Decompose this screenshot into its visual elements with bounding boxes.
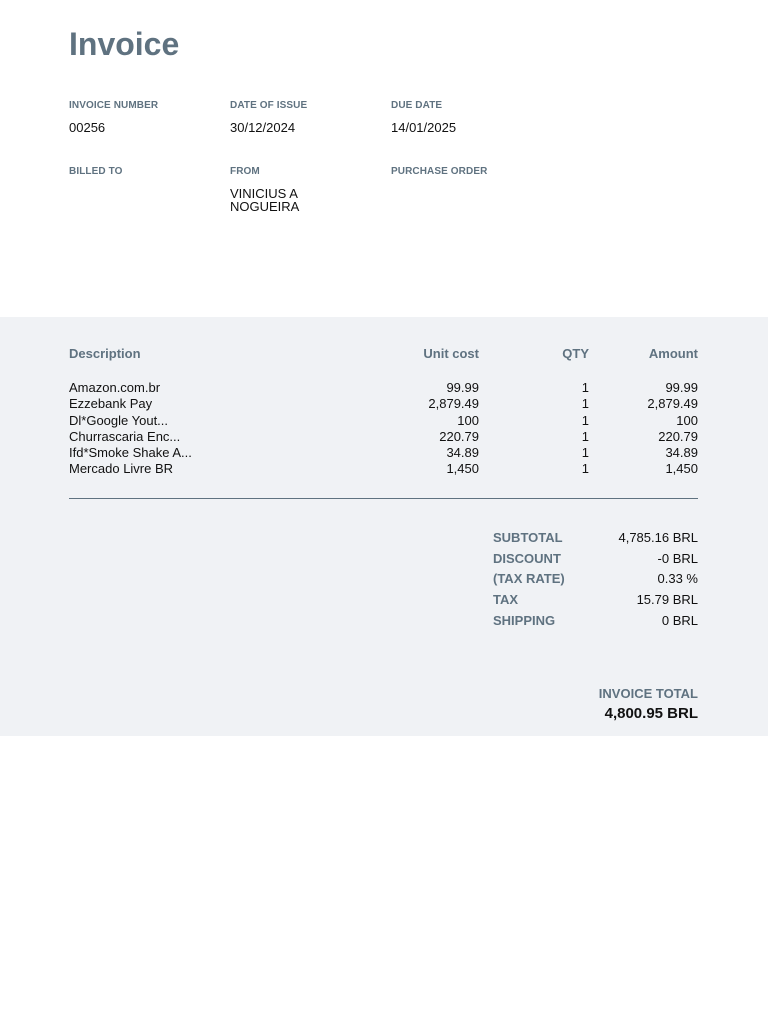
row-qty: 1 <box>581 396 589 412</box>
discount-label: DISCOUNT <box>493 551 561 566</box>
tax-row <box>493 591 698 609</box>
row-amount: 1,450 <box>665 461 698 477</box>
invoice-number-label: INVOICE NUMBER <box>69 100 159 111</box>
row-unit-cost: 34.89 <box>446 445 479 461</box>
row-amount: 99.99 <box>665 380 698 395</box>
table-row <box>69 413 698 429</box>
col-header-unit-cost: Unit cost <box>423 346 479 361</box>
due-date-label: DUE DATE <box>391 100 443 111</box>
table-row <box>69 429 698 445</box>
invoice-number-value: 00256 <box>69 120 106 135</box>
line-items-panel <box>0 317 768 736</box>
shipping-label: SHIPPING <box>493 613 556 628</box>
row-qty: 1 <box>581 445 589 461</box>
row-unit-cost: 220.79 <box>439 428 479 444</box>
tax-rate-row <box>493 570 698 588</box>
line-items <box>69 380 698 478</box>
from-label: FROM <box>230 166 260 177</box>
row-description: Ifd*Smoke Shake A... <box>69 445 192 461</box>
row-description: Amazon.com.br <box>69 380 161 395</box>
table-divider <box>69 498 698 499</box>
invoice-total-label: INVOICE TOTAL <box>598 686 698 701</box>
subtotal-value: 4,785.16 BRL <box>618 530 698 545</box>
row-description: Churrascaria Enc... <box>69 428 181 444</box>
tax-label: TAX <box>493 592 519 607</box>
row-unit-cost: 1,450 <box>446 461 479 477</box>
page-title: Invoice <box>69 26 180 62</box>
table-row <box>69 380 698 396</box>
row-amount: 220.79 <box>658 428 698 444</box>
shipping-value: 0 BRL <box>661 613 698 628</box>
table-row <box>69 396 698 412</box>
row-description: Dl*Google Yout... <box>69 412 169 428</box>
date-of-issue-label: DATE OF ISSUE <box>230 100 308 111</box>
table-row <box>69 461 698 477</box>
subtotal-row <box>493 529 698 547</box>
from-value-line1: VINICIUS A <box>230 186 298 201</box>
date-of-issue-value: 30/12/2024 <box>230 120 296 135</box>
tax-rate-label: (TAX RATE) <box>493 571 565 586</box>
row-qty: 1 <box>581 428 589 444</box>
from-value-line2: NOGUEIRA <box>230 199 300 214</box>
row-amount: 100 <box>676 412 698 428</box>
billed-to-label: BILLED TO <box>69 166 123 177</box>
col-header-qty: QTY <box>562 346 589 361</box>
row-description: Ezzebank Pay <box>69 396 153 412</box>
shipping-row <box>493 612 698 630</box>
row-unit-cost: 2,879.49 <box>428 396 479 412</box>
table-row <box>69 445 698 461</box>
tax-value: 15.79 BRL <box>636 592 698 607</box>
row-qty: 1 <box>581 380 589 395</box>
col-header-amount: Amount <box>648 346 698 361</box>
row-unit-cost: 99.99 <box>446 380 479 395</box>
due-date-value: 14/01/2025 <box>391 120 457 135</box>
row-amount: 2,879.49 <box>647 396 698 412</box>
row-unit-cost: 100 <box>457 412 479 428</box>
discount-row <box>493 550 698 568</box>
row-qty: 1 <box>581 412 589 428</box>
row-qty: 1 <box>581 461 589 477</box>
row-description: Mercado Livre BR <box>69 461 174 477</box>
tax-rate-value: 0.33 % <box>657 571 698 586</box>
subtotal-label: SUBTOTAL <box>493 530 563 545</box>
row-amount: 34.89 <box>665 445 698 461</box>
col-header-description: Description <box>69 346 141 361</box>
purchase-order-label: PURCHASE ORDER <box>391 166 488 177</box>
discount-value: -0 BRL <box>657 551 698 566</box>
invoice-total-value: 4,800.95 BRL <box>604 705 698 722</box>
